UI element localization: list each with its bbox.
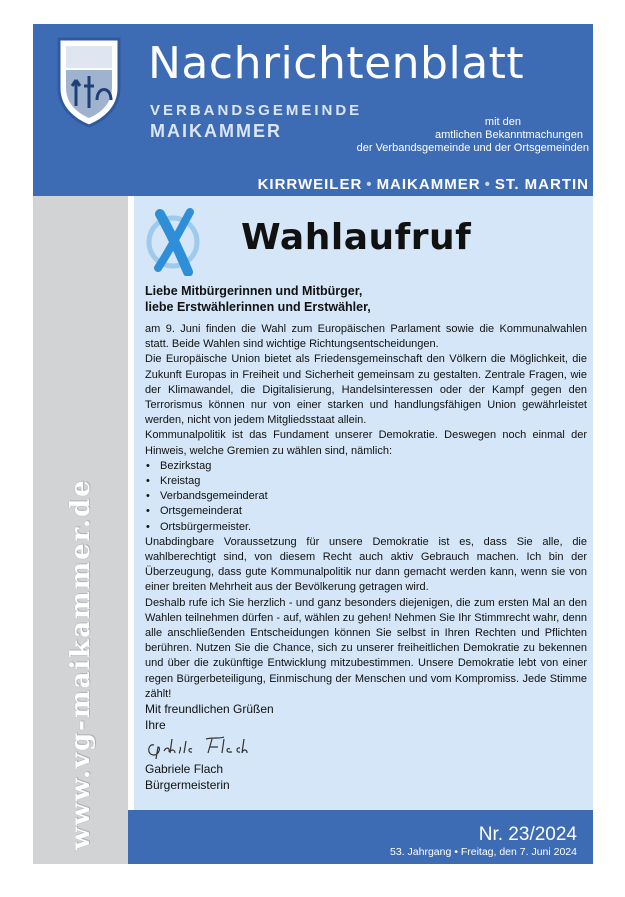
handwritten-signature bbox=[146, 733, 256, 759]
paragraph-4: Unabdingbare Voraussetzung für unsere Demokratie ist es, dass Sie alle, die wahlberechtigt sind, von diesem Recht auch aktiv Gebrauch machen. Ich bin der Überzeugung, dass gute Kommunalpolitik nur dann gemacht werden kann, wenn sie von einer breiten Mehrheit aus der Bevölkerung getragen wird. bbox=[145, 535, 587, 594]
closing bbox=[145, 701, 274, 733]
list-item: • Kreistag bbox=[145, 474, 587, 489]
list-item: • Verbandsgemeinderat bbox=[145, 489, 587, 504]
signer-block bbox=[145, 761, 230, 793]
paragraph-2: Die Europäische Union bietet als Friedensgemeinschaft den Völkern die Möglichkeit, die Zukunft Europas in Freiheit und Sicherheit gemeinsam zu gestalten. Zentrale Fragen, wie der Klimawandel, die Digitalisierung, Handelsinteressen oder der Kampf gegen den Terrorismus können nur von einer starken und handlungsfähigen Union gewährleistet werden, nicht von jedem Mitgliedsstaat allein. bbox=[145, 353, 587, 427]
article-panel bbox=[134, 196, 593, 810]
greeting-line-1: Liebe Mitbürgerinnen und Mitbürger, bbox=[145, 284, 363, 298]
official-line-2: amtlichen Bekanntmachungen bbox=[435, 129, 583, 141]
article-title: Wahlaufruf bbox=[241, 217, 472, 258]
list-item: • Bezirkstag bbox=[145, 459, 587, 474]
official-notice bbox=[289, 116, 589, 155]
official-line-1: mit den bbox=[484, 116, 521, 128]
town-kirrweiler: KIRRWEILER bbox=[257, 176, 363, 193]
town-separator: • bbox=[366, 176, 373, 193]
publisher-line-1: VERBANDSGEMEINDE bbox=[150, 102, 363, 119]
signer-name: Gabriele Flach bbox=[145, 762, 224, 776]
issue-number: Nr. 23/2024 bbox=[478, 824, 577, 845]
ballot-x-icon bbox=[146, 204, 206, 276]
list-item: • Ortsbürgermeister. bbox=[145, 520, 587, 535]
election-bodies-list bbox=[145, 459, 587, 535]
signer-title: Bürgermeisterin bbox=[145, 778, 230, 792]
greeting-line-2: liebe Erstwählerinnen und Erstwähler, bbox=[145, 300, 371, 314]
masthead-header bbox=[33, 24, 593, 196]
paragraph-5: Deshalb rufe ich Sie herzlich - und ganz besonders diejenigen, die zum ersten Mal an den Wahlen teilnehmen dürfen - auf, wählen zu gehen! Nehmen Sie Ihr Stimmrecht wahr, denn alle anschließenden Entscheidungen können Sie selbst in Ihren Rechten und Pflichten berühren. Nutzen Sie die Chance, sich zu unserer freiheitlichen Demokratie zu bekennen und über die zukünftige Entwicklung mitzubestimmen. Unsere Demokratie lebt von einer regen Bürgerbeteiligung, Einmischung der Menschen und vom Kompromiss. Jede Stimme zählt! bbox=[145, 596, 587, 700]
article-body bbox=[145, 322, 587, 702]
coat-of-arms-icon bbox=[56, 36, 122, 128]
website-url: www.vg-maikammer.de bbox=[65, 478, 96, 850]
publisher-line-2: MAIKAMMER bbox=[150, 121, 282, 141]
town-maikammer: MAIKAMMER bbox=[376, 176, 481, 193]
masthead-title: Nachrichtenblatt bbox=[148, 38, 525, 89]
list-item: • Ortsgemeinderat bbox=[145, 504, 587, 519]
towns-line bbox=[258, 176, 589, 193]
town-separator: • bbox=[484, 176, 491, 193]
issue-details: 53. Jahrgang • Freitag, den 7. Juni 2024 bbox=[390, 846, 577, 858]
official-line-3: der Verbandsgemeinde und der Ortsgemeinden bbox=[356, 142, 589, 154]
paragraph-1: am 9. Juni finden die Wahl zum Europäischen Parlament sowie die Kommunalwahlen statt. Beide Wahlen sind wichtige Richtungsentscheidungen. bbox=[145, 323, 587, 351]
issue-footer bbox=[128, 810, 593, 864]
article-greeting bbox=[145, 283, 585, 315]
closing-line-2: Ihre bbox=[145, 718, 166, 732]
town-st-martin: ST. MARTIN bbox=[494, 176, 589, 193]
closing-line-1: Mit freundlichen Grüßen bbox=[145, 702, 274, 716]
paragraph-3: Kommunalpolitik ist das Fundament unserer Demokratie. Deswegen noch einmal der Hinweis, welche Gremien zu wählen sind, nämlich: bbox=[145, 429, 587, 457]
